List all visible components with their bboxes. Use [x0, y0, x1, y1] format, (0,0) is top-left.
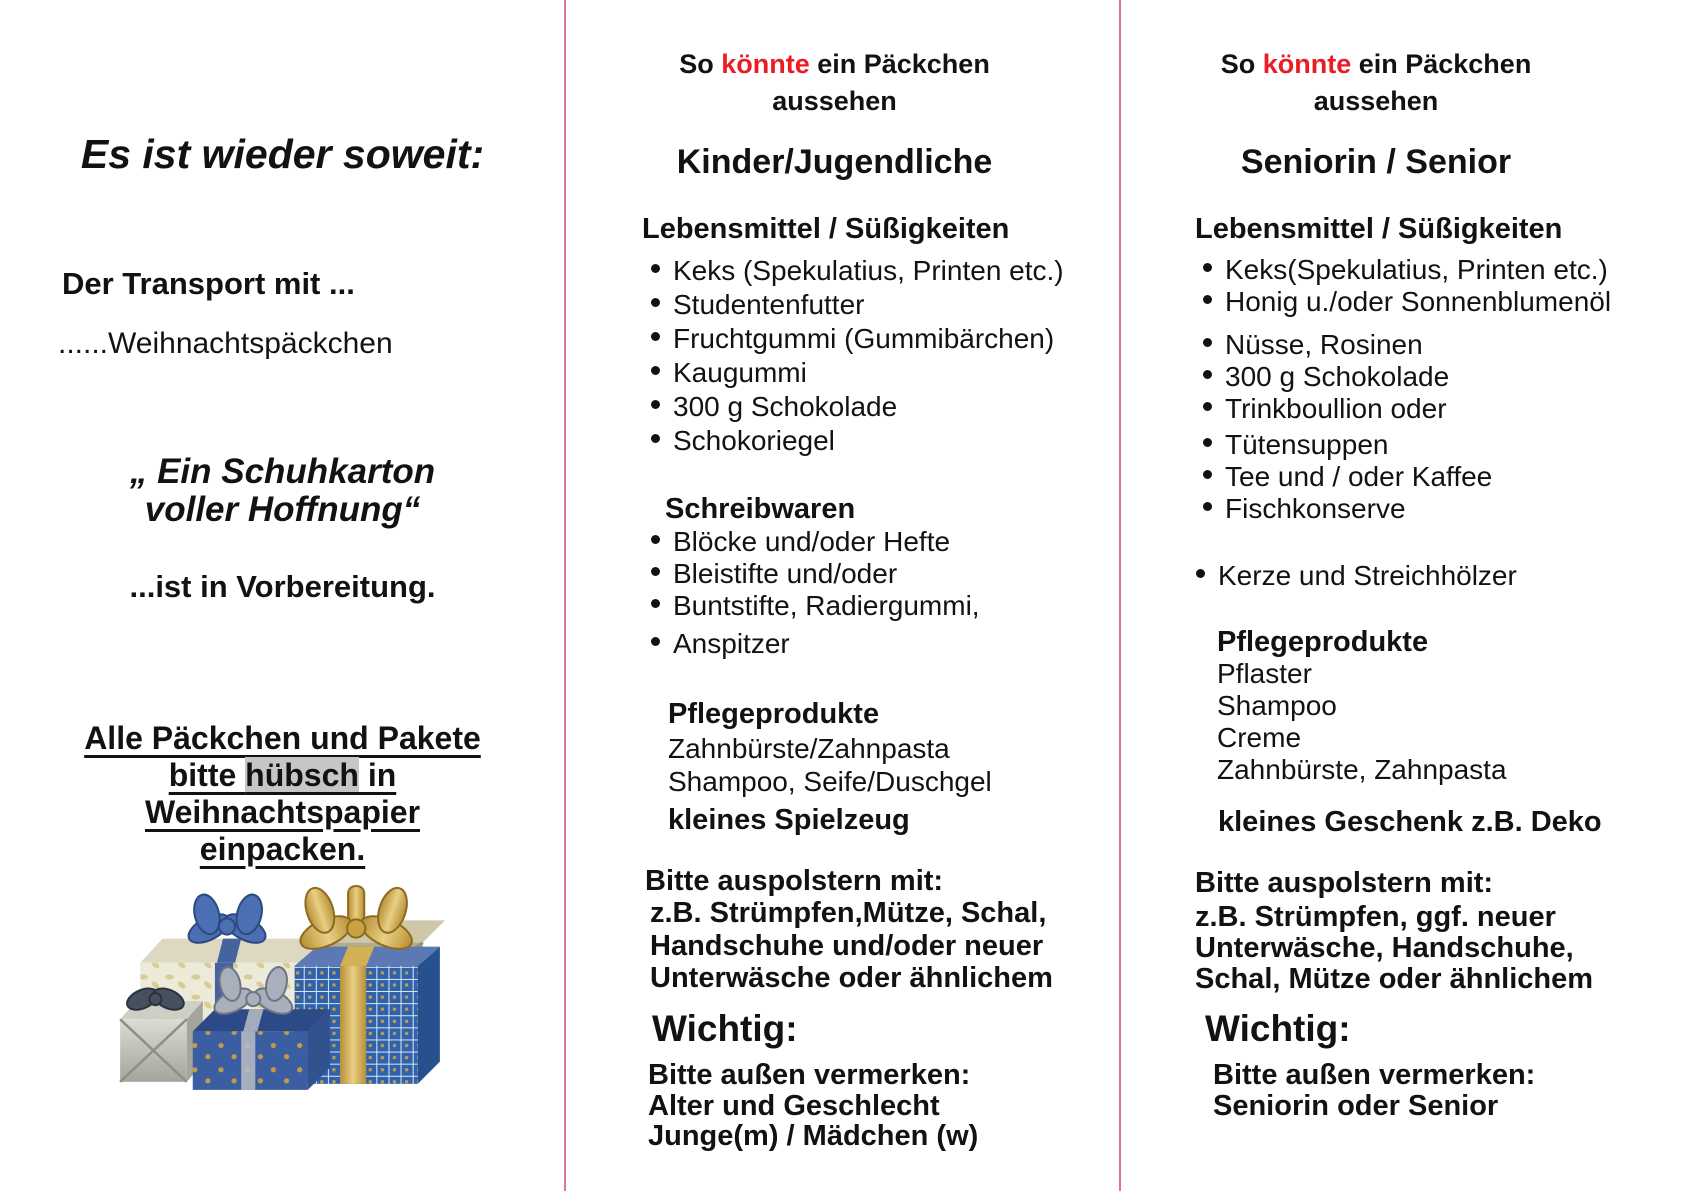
center-care-title: Pflegeprodukte — [668, 698, 880, 730]
note-line-1: Alle Päckchen und Pakete — [84, 720, 481, 756]
bullet-icon — [651, 264, 660, 273]
center-stationery-list — [651, 526, 1111, 660]
care-line: Zahnbürste/Zahnpasta — [668, 733, 950, 764]
list-item: 300 g Schokolade — [1203, 361, 1643, 393]
right-candle-item — [1196, 560, 1636, 592]
bullet-icon — [651, 567, 660, 576]
care-line: Shampoo, Seife/Duschgel — [668, 766, 992, 797]
note-line-4: einpacken. — [199, 831, 366, 867]
note-line-2: bitte hübsch in — [168, 757, 397, 793]
transport-line: Der Transport mit ... — [62, 266, 355, 301]
left-heading: Es ist wieder soweit: — [80, 131, 485, 177]
bullet-icon — [1203, 502, 1212, 511]
important-line: Seniorin oder Senior — [1213, 1090, 1499, 1122]
column-divider-left — [564, 0, 566, 1191]
bullet-icon — [1203, 295, 1212, 304]
list-item: 300 g Schokolade — [651, 390, 1111, 424]
bullet-icon — [651, 535, 660, 544]
center-header — [567, 46, 1102, 120]
red-word: könnte — [1262, 49, 1352, 79]
center-audience: Kinder/Jugendliche — [676, 143, 993, 181]
list-item: Trinkboullion oder — [1203, 393, 1643, 425]
right-care-list — [1217, 658, 1637, 786]
list-item: Nüsse, Rosinen — [1203, 329, 1643, 361]
padding-line: Handschuhe und/oder neuer — [650, 929, 1044, 962]
red-word: könnte — [721, 49, 810, 79]
right-important-lines — [1213, 1060, 1653, 1122]
care-line: Shampoo — [1217, 690, 1337, 721]
right-care-title: Pflegeprodukte — [1217, 626, 1429, 658]
bullet-icon — [651, 637, 660, 646]
list-item: Keks(Spekulatius, Printen etc.) — [1203, 254, 1643, 286]
list-item: Schokoriegel — [651, 424, 1111, 458]
list-item: Blöcke und/oder Hefte — [651, 526, 1111, 558]
center-food-list — [651, 254, 1111, 458]
preparation-line: ...ist in Vorbereitung. — [129, 569, 436, 604]
quote-line-2: voller Hoffnung“ — [144, 490, 421, 529]
note-line-3: Weihnachtspapier — [144, 794, 421, 830]
highlighted-word: hübsch — [245, 757, 359, 793]
right-important-title: Wichtig: — [1205, 1008, 1351, 1049]
center-padding-lines — [650, 897, 1110, 995]
center-header-line-1: So könnte ein Päckchen — [679, 49, 990, 79]
padding-line: Unterwäsche oder ähnlichem — [650, 962, 1053, 994]
packages-line: ......Weihnachtspäckchen — [58, 327, 393, 360]
bullet-icon — [1203, 370, 1212, 379]
column-divider-right — [1119, 0, 1121, 1191]
right-header-line-2: aussehen — [1313, 86, 1439, 116]
list-item: Fischkonserve — [1203, 493, 1643, 525]
bullet-icon — [1203, 263, 1212, 272]
list-item: Tee und / oder Kaffee — [1203, 461, 1643, 493]
right-food-list — [1203, 254, 1643, 525]
bullet-icon — [651, 332, 660, 341]
right-food-title: Lebensmittel / Süßigkeiten — [1195, 213, 1563, 245]
list-item: Buntstifte, Radiergummi, — [651, 590, 1111, 622]
center-important-title: Wichtig: — [652, 1008, 798, 1049]
center-stationery-title: Schreibwaren — [665, 493, 856, 525]
right-padding-lines — [1195, 902, 1665, 995]
right-audience: Seniorin / Senior — [1240, 143, 1512, 181]
center-header-line-2: aussehen — [772, 86, 897, 116]
list-item: Fruchtgummi (Gummibärchen) — [651, 322, 1111, 356]
list-item: Anspitzer — [651, 628, 1111, 660]
center-toy-title: kleines Spielzeug — [668, 804, 910, 836]
bullet-icon — [1203, 338, 1212, 347]
care-line: Pflaster — [1217, 658, 1312, 689]
quote-line-1: „ Ein Schuhkarton — [129, 452, 436, 491]
center-food-title: Lebensmittel / Süßigkeiten — [642, 213, 1010, 245]
list-item: Keks (Spekulatius, Printen etc.) — [651, 254, 1111, 288]
bullet-icon — [651, 366, 660, 375]
padding-line: z.B. Strümpfen,Mütze, Schal, — [650, 897, 1047, 929]
right-gift-title: kleines Geschenk z.B. Deko — [1218, 806, 1602, 838]
list-item: Bleistifte und/oder — [651, 558, 1111, 590]
center-padding-title: Bitte auspolstern mit: — [645, 865, 944, 897]
center-care-list — [668, 732, 1108, 798]
bullet-icon — [651, 599, 660, 608]
care-line: Zahnbürste, Zahnpasta — [1217, 754, 1507, 785]
list-item: Honig u./oder Sonnenblumenöl — [1203, 286, 1643, 318]
bullet-icon — [1203, 402, 1212, 411]
bullet-icon — [651, 434, 660, 443]
list-item: Tütensuppen — [1203, 429, 1643, 461]
right-header-line-1: So könnte ein Päckchen — [1220, 49, 1532, 79]
bullet-icon — [651, 400, 660, 409]
important-line: Bitte außen vermerken: — [1213, 1059, 1536, 1091]
bullet-icon — [1203, 470, 1212, 479]
wrapping-note — [20, 720, 545, 868]
bullet-icon — [1203, 438, 1212, 447]
bullet-icon — [651, 298, 660, 307]
list-item: Kerze und Streichhölzer — [1196, 560, 1636, 592]
right-header — [1122, 46, 1630, 120]
important-line: Bitte außen vermerken: — [648, 1059, 971, 1091]
bullet-icon — [1196, 569, 1205, 578]
padding-line: z.B. Strümpfen, ggf. neuer — [1195, 901, 1556, 933]
important-line: Junge(m) / Mädchen (w) — [648, 1120, 979, 1152]
center-important-lines — [648, 1060, 1108, 1152]
list-item: Studentenfutter — [651, 288, 1111, 322]
padding-line: Unterwäsche, Handschuhe, — [1195, 932, 1574, 964]
padding-line: Schal, Mütze oder ähnlichem — [1195, 963, 1594, 995]
right-padding-title: Bitte auspolstern mit: — [1195, 867, 1494, 899]
gift-boxes-image — [110, 870, 448, 1102]
list-item: Kaugummi — [651, 356, 1111, 390]
important-line: Alter und Geschlecht — [648, 1089, 940, 1122]
quote-block — [20, 453, 545, 529]
care-line: Creme — [1217, 722, 1302, 753]
